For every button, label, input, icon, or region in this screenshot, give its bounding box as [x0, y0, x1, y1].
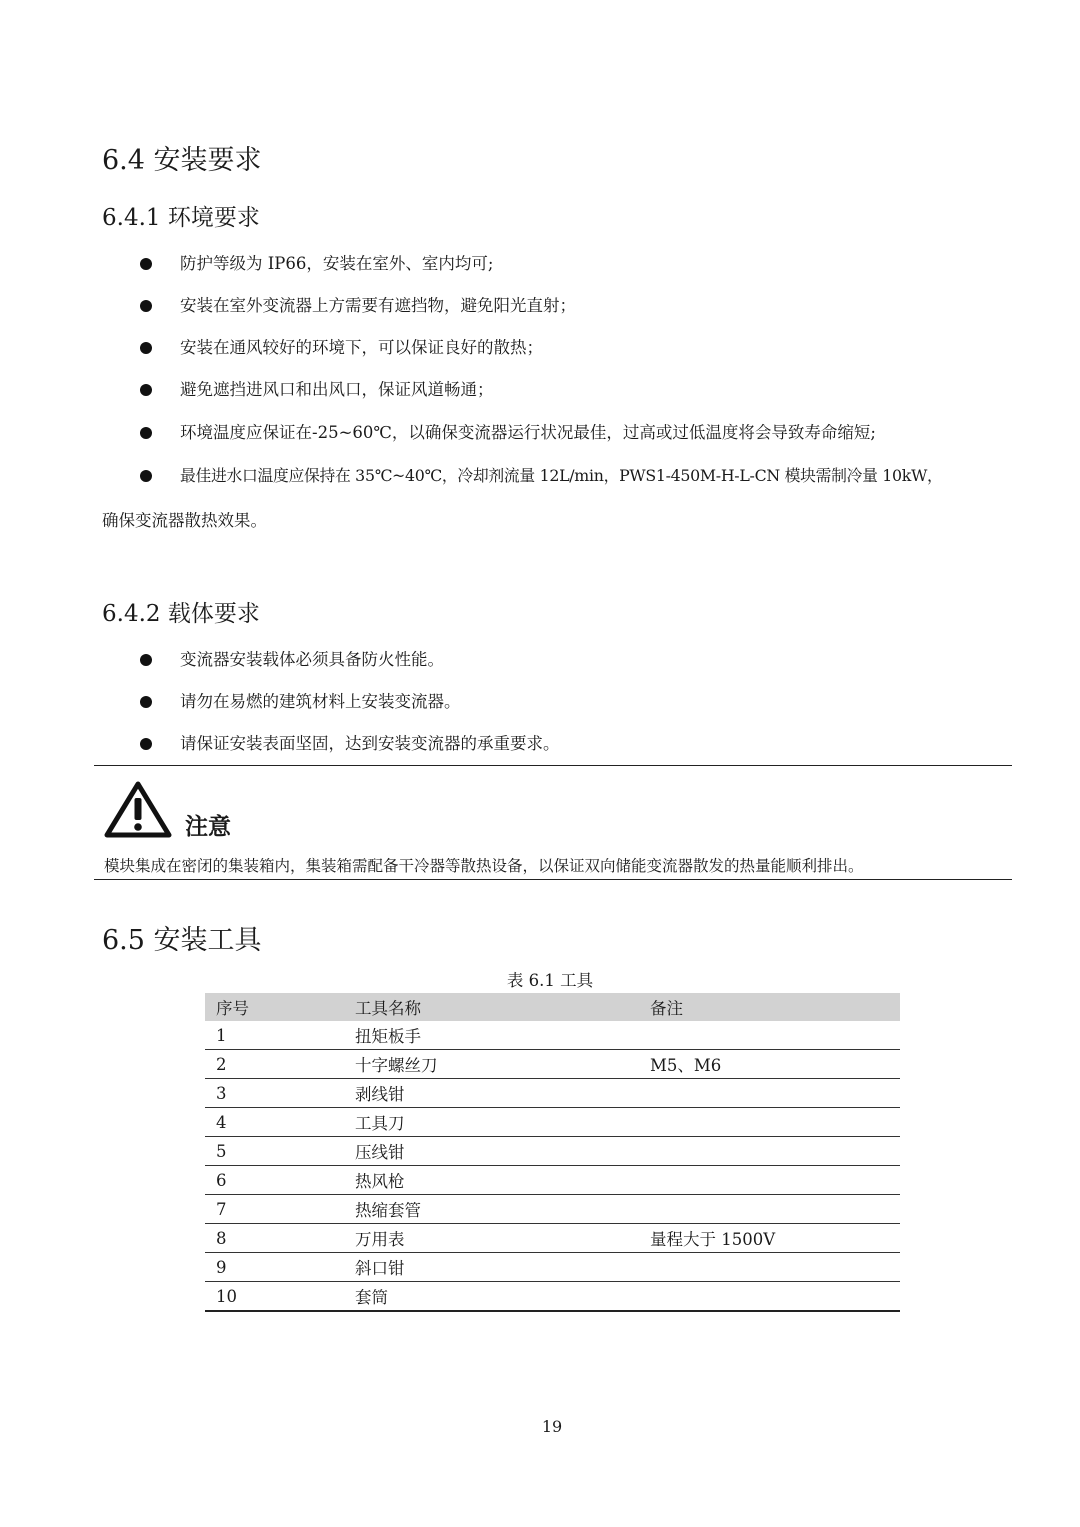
table-cell: M5、M6 — [639, 1050, 900, 1079]
table-cell: 9 — [205, 1253, 344, 1282]
table-header-cell: 序号 — [205, 993, 344, 1021]
list-item-text: 请保证安装表面坚固，达到安装变流器的承重要求。 — [180, 734, 560, 753]
list-item-text: 环境温度应保证在-25~60℃，以确保变流器运行状况最佳，过高或过低温度将会导致寿命缩短; — [180, 423, 876, 442]
table-cell — [639, 1282, 900, 1312]
table-cell: 压线钳 — [344, 1137, 639, 1166]
notice-bottom-rule — [94, 879, 1012, 880]
table-row — [205, 1079, 900, 1108]
section-6-4-2-heading: 6.4.2 载体要求 — [102, 601, 260, 627]
page-number: 19 — [541, 1417, 563, 1436]
bullet-icon — [140, 300, 152, 312]
list-item-continuation: 确保变流器散热效果。 — [102, 511, 267, 530]
section-6-4-1-heading: 6.4.1 环境要求 — [102, 205, 260, 231]
bullet-icon — [140, 470, 152, 482]
section-6-4-heading: 6.4 安装要求 — [102, 145, 262, 176]
table-cell — [639, 1253, 900, 1282]
table-cell: 3 — [205, 1079, 344, 1108]
bullet-icon — [140, 738, 152, 750]
table-row — [205, 1166, 900, 1195]
bullet-icon — [140, 384, 152, 396]
table-row — [205, 1050, 900, 1079]
table-row — [205, 1137, 900, 1166]
table-cell: 7 — [205, 1195, 344, 1224]
table-row — [205, 1253, 900, 1282]
table-cell: 1 — [205, 1021, 344, 1050]
bullet-icon — [140, 696, 152, 708]
list-item-text: 防护等级为 IP66，安装在室外、室内均可; — [180, 254, 494, 273]
table-cell: 万用表 — [344, 1224, 639, 1253]
table-cell: 套筒 — [344, 1282, 639, 1312]
table-row — [205, 1224, 900, 1253]
bullet-icon — [140, 654, 152, 666]
bullet-icon — [140, 258, 152, 270]
warning-triangle-icon — [104, 780, 172, 838]
table-cell: 8 — [205, 1224, 344, 1253]
notice-top-rule — [94, 765, 1012, 766]
table-cell — [639, 1021, 900, 1050]
table-header-row — [205, 993, 900, 1021]
bullet-icon — [140, 427, 152, 439]
table-cell: 扭矩板手 — [344, 1021, 639, 1050]
table-cell: 10 — [205, 1282, 344, 1312]
table-row — [205, 1195, 900, 1224]
table-cell: 工具刀 — [344, 1108, 639, 1137]
table-cell — [639, 1195, 900, 1224]
list-item-text: 安装在通风较好的环境下，可以保证良好的散热； — [180, 338, 543, 357]
table-cell: 热风枪 — [344, 1166, 639, 1195]
table-caption: 表 6.1 工具 — [506, 971, 594, 990]
bullet-icon — [140, 342, 152, 354]
table-cell — [639, 1137, 900, 1166]
table-cell: 十字螺丝刀 — [344, 1050, 639, 1079]
table-header-cell: 工具名称 — [344, 993, 639, 1021]
table-cell: 热缩套管 — [344, 1195, 639, 1224]
table-cell — [639, 1108, 900, 1137]
table-cell: 6 — [205, 1166, 344, 1195]
table-row — [205, 1108, 900, 1137]
table-row — [205, 1282, 900, 1312]
table-cell — [639, 1079, 900, 1108]
table-cell: 5 — [205, 1137, 344, 1166]
table-cell: 4 — [205, 1108, 344, 1137]
table-row — [205, 1021, 900, 1050]
list-item-text: 避免遮挡进风口和出风口，保证风道畅通； — [180, 380, 494, 399]
section-6-5-heading: 6.5 安装工具 — [102, 925, 262, 956]
table-cell: 斜口钳 — [344, 1253, 639, 1282]
table-cell: 剥线钳 — [344, 1079, 639, 1108]
table-cell — [639, 1166, 900, 1195]
notice-text: 模块集成在密闭的集装箱内，集装箱需配备干冷器等散热设备，以保证双向储能变流器散发的热量能顺利排出。 — [104, 857, 864, 875]
table-header-cell: 备注 — [639, 993, 900, 1021]
list-item-text: 最佳进水口温度应保持在 35℃~40℃，冷却剂流量 12L/min，PWS1-450M-H-L-CN 模块需制冷量 10kW， — [180, 466, 943, 485]
list-item-text: 请勿在易燃的建筑材料上安装变流器。 — [180, 692, 461, 711]
table-cell: 量程大于 1500V — [639, 1224, 900, 1253]
list-item-text: 变流器安装载体必须具备防火性能。 — [180, 650, 444, 669]
table-cell: 2 — [205, 1050, 344, 1079]
list-item-text: 安装在室外变流器上方需要有遮挡物，避免阳光直射； — [180, 296, 576, 315]
tools-table — [205, 993, 900, 1312]
notice-label: 注意 — [185, 814, 231, 840]
